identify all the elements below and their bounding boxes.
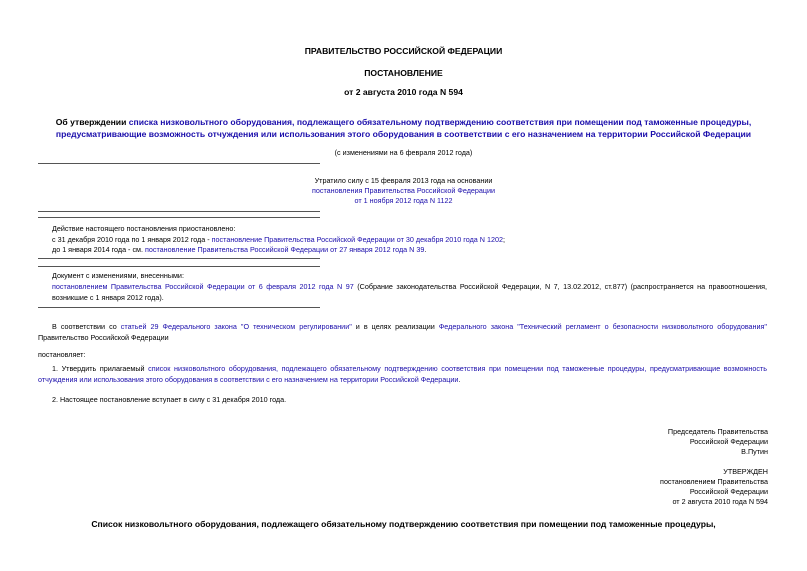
suspended-item-1-link[interactable]: постановление Правительства Российской Федерации от 30 декабря 2010 года N 1202 (211, 235, 503, 244)
divider (38, 307, 320, 308)
expired-link-line-2[interactable]: постановления Правительства Российской Федерации (311, 186, 496, 195)
title-link-part-1[interactable]: списка низковольтного оборудования, подлежащего обязательному подтверждению соответствия при помещении под таможенные процедуры, (128, 117, 752, 127)
document-date: от 2 августа 2010 года N 594 (344, 87, 463, 97)
divider (38, 217, 320, 218)
suspended-item-1-end: ; (502, 235, 505, 244)
divider (38, 266, 320, 267)
title-line-1 (0, 116, 807, 128)
approved-line-2: постановлением Правительства (660, 477, 768, 486)
decree-word: постановляет: (38, 350, 86, 359)
title-prefix: Об утверждении (55, 117, 129, 127)
preamble-text-1: В соответствии со (52, 322, 121, 331)
preamble-text-3: Правительство Российской Федерации (38, 333, 169, 342)
suspended-item-1-text: с 31 декабря 2010 года по 1 января 2012 года - (52, 235, 212, 244)
changes-heading: Документ с изменениями, внесенными: (52, 271, 184, 280)
approved-line-4: от 2 августа 2010 года N 594 (672, 497, 768, 506)
amendment-note: (с изменениями на 6 февраля 2012 года) (334, 148, 473, 157)
decree-item-1-text: 1. Утвердить прилагаемый (52, 364, 149, 373)
approved-line-1: УТВЕРЖДЕН (723, 467, 768, 476)
expired-line-1: Утратило силу с 15 февраля 2013 года на основании (314, 176, 493, 185)
decree-item-2: 2. Настоящее постановление вступает в силу с 31 декабря 2010 года. (52, 395, 287, 404)
title-link-part-2[interactable]: предусматривающие возможность отчуждения или использования этого оборудования в соответствии с его назначением на территории Российской Федерации (55, 129, 752, 139)
approved-line-3: Российской Федерации (689, 487, 768, 496)
divider (38, 211, 320, 212)
divider (38, 258, 320, 259)
signature-line-2: Российской Федерации (689, 437, 768, 446)
expired-link-line-3[interactable]: от 1 ноября 2012 года N 1122 (354, 196, 453, 205)
divider (38, 163, 320, 164)
list-title: Список низковольтного оборудования, подлежащего обязательному подтверждению соответствия при помещении под таможенные процедуры, (91, 519, 716, 529)
preamble-link-2[interactable]: Федерального закона "Технический регламент о безопасности низковольтного оборудования" (438, 322, 767, 331)
signature-name: В.Путин (741, 447, 768, 456)
decree-item-1 (38, 363, 767, 385)
preamble-paragraph (38, 321, 767, 343)
changes-link[interactable]: постановлением Правительства Российской Федерации от 6 февраля 2012 года N 97 (52, 282, 354, 291)
suspended-item-2 (52, 244, 426, 255)
preamble-link-1[interactable]: статьей 29 Федерального закона "О техническом регулировании" (120, 322, 352, 331)
decree-item-1-link[interactable]: список низковольтного оборудования, подлежащего обязательному подтверждению соответствия при помещении под таможенные процедуры, предусматривающие возможность отчуждения или использования этого оборудования в соответствии с его назначением на территории Российской Федерации (38, 364, 767, 384)
title-line-2 (0, 128, 807, 140)
changes-text (52, 281, 767, 303)
suspended-heading: Действие настоящего постановления приостановлено: (52, 224, 236, 233)
suspended-item-2-link[interactable]: постановление Правительства Российской Федерации от 27 января 2012 года N 39 (144, 245, 425, 254)
decree-item-1-end: . (458, 375, 461, 384)
government-heading: ПРАВИТЕЛЬСТВО РОССИЙСКОЙ ФЕДЕРАЦИИ (304, 46, 503, 56)
suspended-item-2-end: . (424, 245, 427, 254)
document-type: ПОСТАНОВЛЕНИЕ (364, 68, 443, 78)
suspended-item-2-text: до 1 января 2014 года - см. (52, 245, 145, 254)
preamble-text-2: и в целях реализации (351, 322, 439, 331)
changes-rest: (Собрание законодательства Российской Федерации, N 7, 13.02.2012, ст.877) (распространяется на правоотношения, возникшие с 1 января 2012 года). (52, 282, 768, 302)
signature-line-1: Председатель Правительства (667, 427, 768, 436)
